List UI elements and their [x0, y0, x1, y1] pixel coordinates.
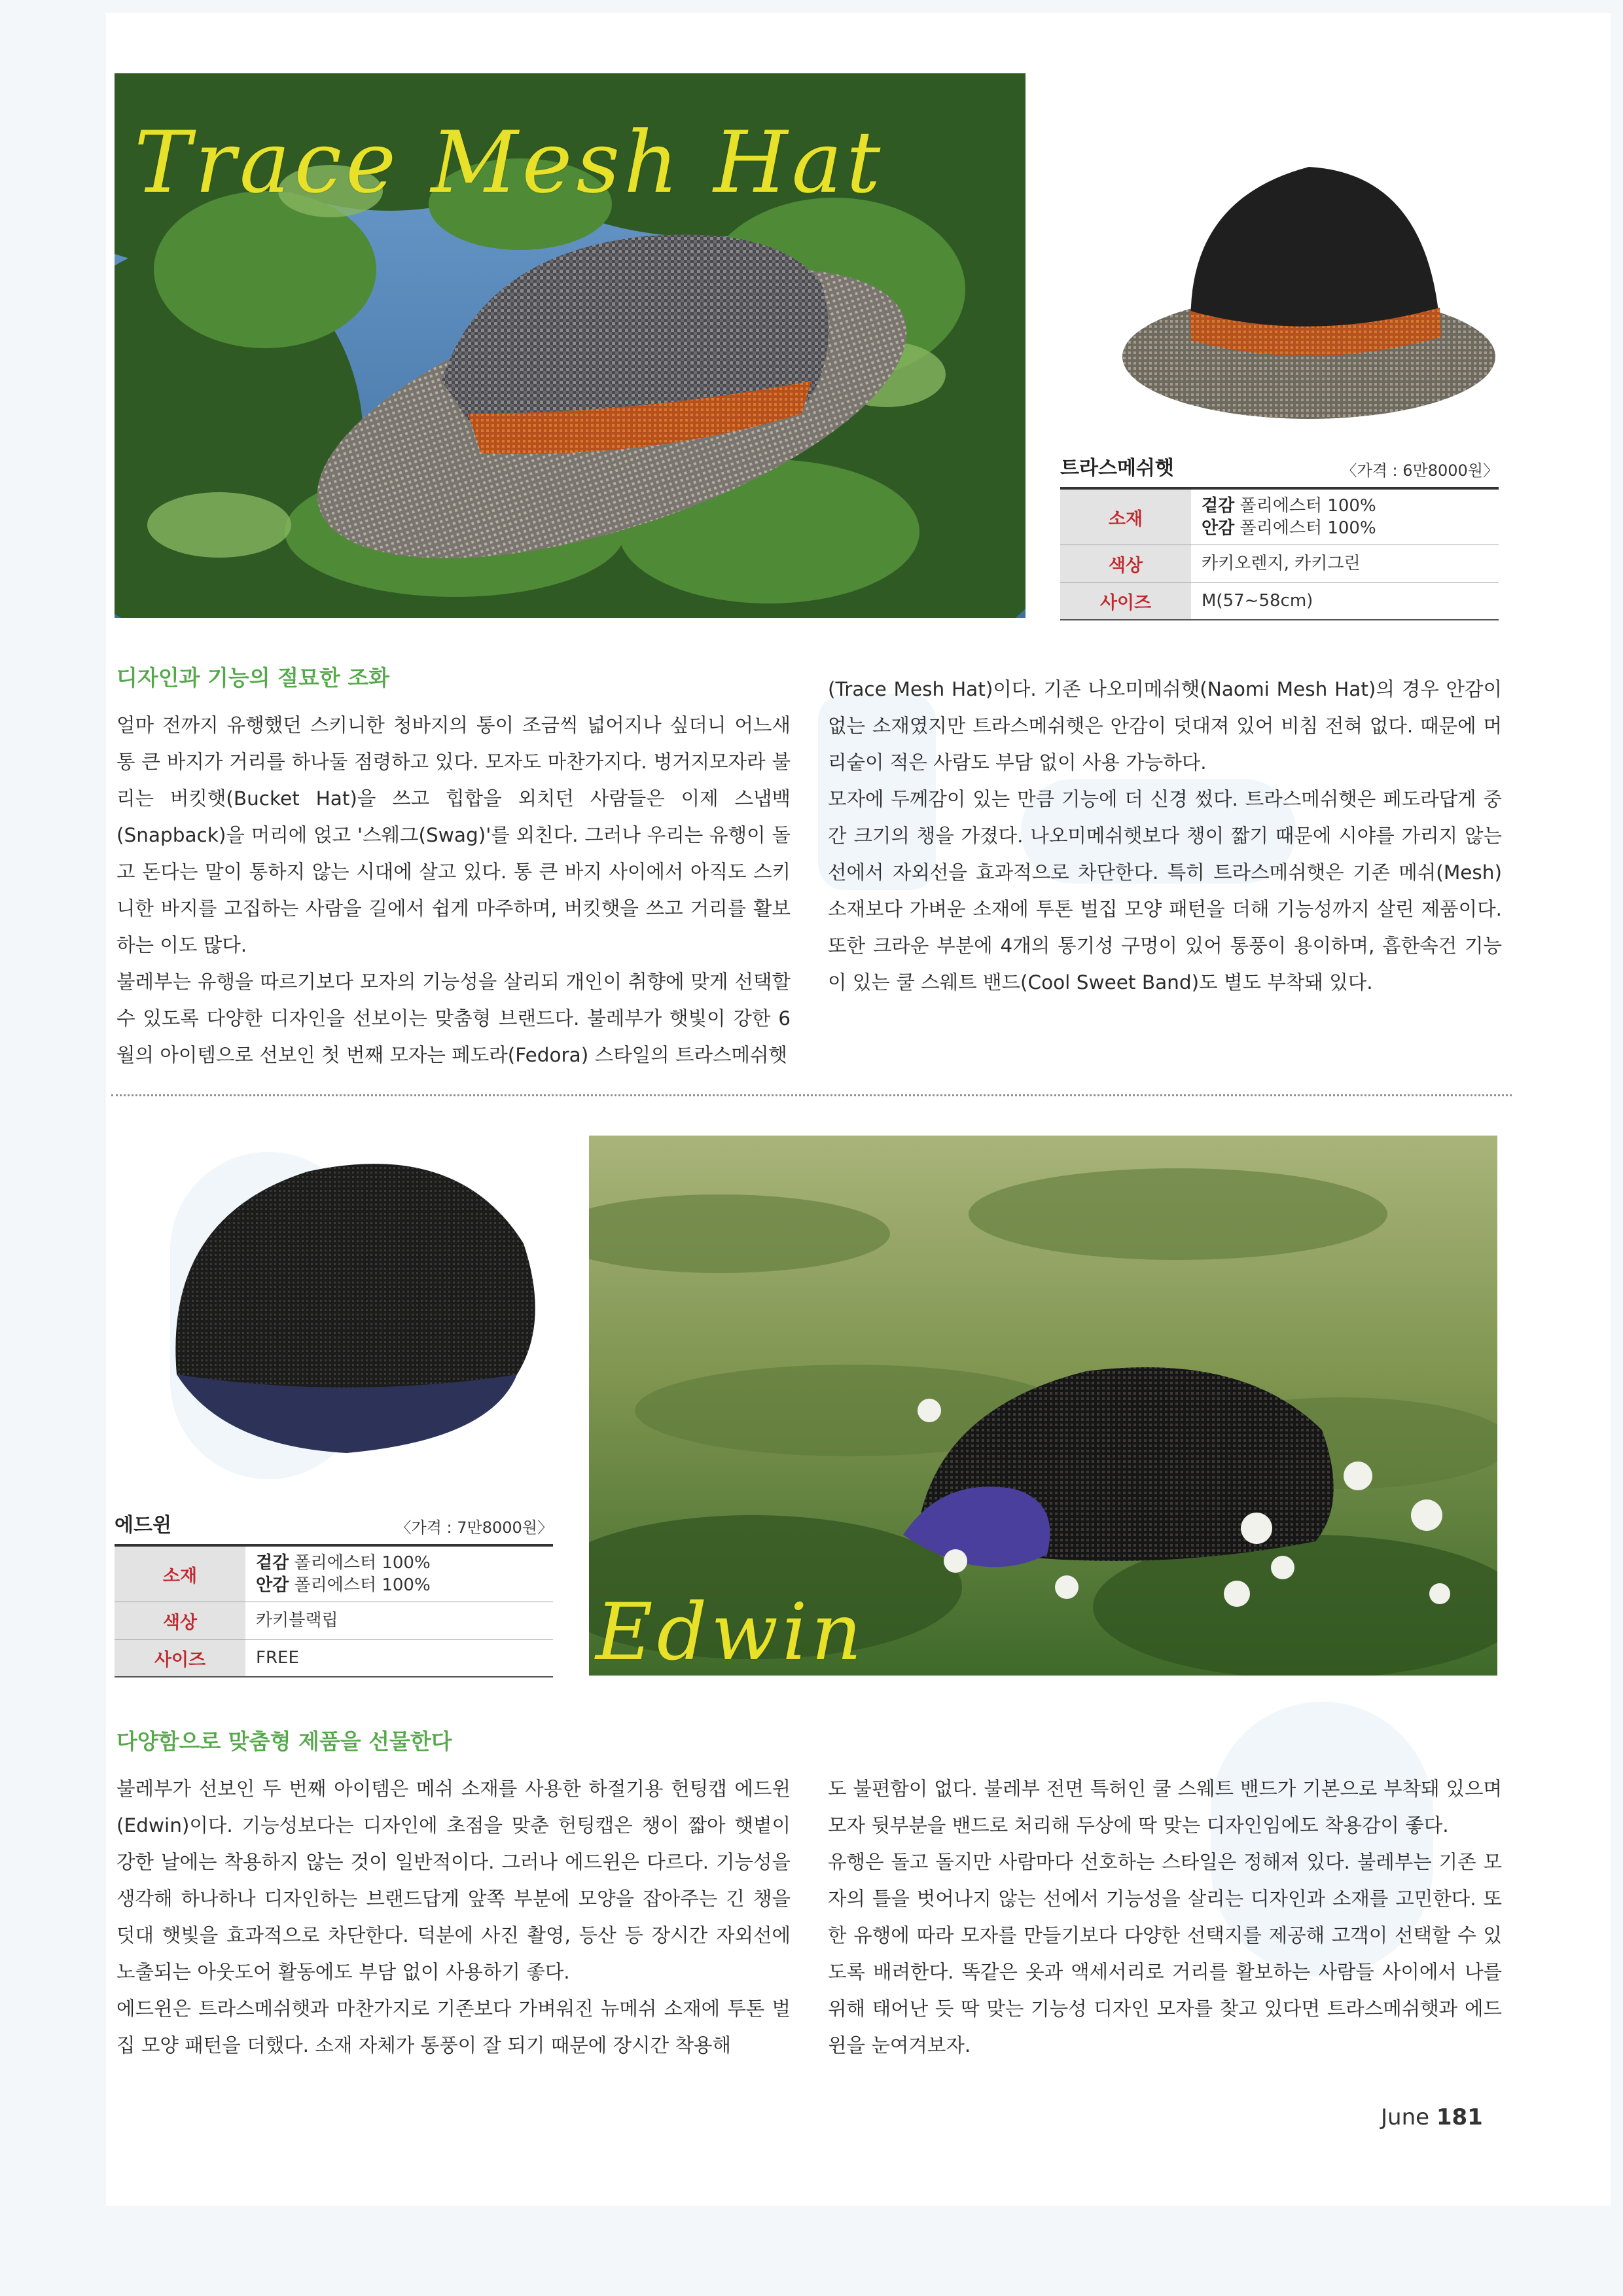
edwin-script-title: Edwin — [596, 1587, 866, 1676]
paragraph: 모자에 두께감이 있는 만큼 기능에 더 신경 썼다. 트라스메쉬햇은 페도라답게 중간 크기의 챙을 가졌다. 나오미메쉬햇보다 챙이 짧기 때문에 시야를 가리지 않는 선에서 자외선을 효과적으로 차단한다. 특히 트라스메쉬햇은 기존 메쉬(Mesh)소재보다 가벼운 소재에 투톤 벌집 모양 패턴을 더해 기능성까지 살린 제품이다. 또한 크라운 부분에 4개의 통기성 구멍이 있어 통풍이 용이하며, 흡한속건 기능이 있는 쿨 스웨트 밴드(Cool Sweet Band)도 별도 부착돼 있다. — [828, 788, 1502, 994]
spec-line — [256, 1552, 543, 1574]
spec-label: 색상 — [1060, 545, 1191, 582]
paragraph: 불레부가 선보인 두 번째 아이템은 메쉬 소재를 사용한 하절기용 헌팅캡 에드윈(Edwin)이다. 기능성보다는 디자인에 초점을 맞춘 헌팅캡은 챙이 짧아 햇볕이 강한 날에는 착용하지 않는 것이 일반적이다. 그러나 에드윈은 다르다. 기능성을 생각해 하나하나 디자인하는 브랜드답게 앞쪽 부분에 모양을 잡아주는 긴 챙을 덧대 햇빛을 효과적으로 차단한다. 덕분에 사진 촬영, 등산 등 장시간 자외선에 노출되는 아웃도어 활동에도 부담 없이 사용하기 좋다. — [116, 1778, 791, 1983]
page-folio — [1381, 2104, 1483, 2130]
spec-row-color — [1060, 545, 1499, 583]
edwin-spec-table — [115, 1509, 553, 1677]
spec-value: FREE — [256, 1648, 299, 1668]
spec-row-size — [115, 1640, 553, 1677]
article-1-right-column — [828, 671, 1502, 1001]
spec-line-key: 겉감 — [256, 1553, 289, 1573]
edwin-photo — [589, 1136, 1497, 1676]
trace-mesh-hat-script-title: Trace Mesh Hat — [134, 113, 885, 212]
paragraph: 에드윈은 트라스메쉬햇과 마찬가지로 기존보다 가벼워진 뉴메쉬 소재에 투톤 벌집 모양 패턴을 더했다. 소재 자체가 통풍이 잘 되기 때문에 장시간 착용해 — [116, 1998, 791, 2056]
section-title-1: 디자인과 기능의 절묘한 조화 — [116, 665, 390, 691]
article-1-left-column — [116, 707, 791, 1073]
spec-label: 소재 — [115, 1547, 245, 1602]
product-name: 에드윈 — [115, 1514, 171, 1537]
spec-line-key: 안감 — [1202, 518, 1235, 538]
spec-line — [1202, 495, 1488, 517]
spec-label: 사이즈 — [1060, 583, 1191, 619]
spec-value: 카키블랙립 — [256, 1611, 338, 1630]
edwin-cutout — [151, 1126, 556, 1492]
paragraph: (Trace Mesh Hat)이다. 기존 나오미메쉬햇(Naomi Mesh Hat)의 경우 안감이 없는 소재였지만 트라스메쉬햇은 안감이 덧대져 있어 비침 전혀 없다. 때문에 머리숱이 적은 사람도 부담 없이 사용 가능하다. — [828, 678, 1502, 774]
edwin-cutout-art — [151, 1126, 556, 1492]
folio-page-number: 181 — [1436, 2104, 1483, 2130]
spec-line-text: 폴리에스터 100% — [289, 1553, 431, 1573]
spec-row-material — [115, 1547, 553, 1602]
section-divider — [111, 1094, 1512, 1096]
folio-month: June — [1381, 2104, 1430, 2130]
trace-mesh-hat-cutout-art — [1113, 147, 1505, 429]
spec-line-key: 겉감 — [1202, 496, 1235, 516]
spec-value: 카키오렌지, 카키그린 — [1202, 554, 1361, 573]
trace-mesh-hat-photo — [115, 73, 1026, 618]
spec-label: 사이즈 — [115, 1640, 245, 1676]
product-name: 트라스메쉬햇 — [1060, 457, 1174, 480]
section-title-2: 다양함으로 맞춤형 제품을 선물한다 — [116, 1729, 452, 1754]
paragraph: 유행은 돌고 돌지만 사람마다 선호하는 스타일은 정해져 있다. 불레부는 기존 모자의 틀을 벗어나지 않는 선에서 기능성을 살리는 디자인과 소재를 고민한다. 또한 유행에 따라 모자를 만들기보다 다양한 선택지를 제공해 고객이 선택할 수 있도록 배려한다. 똑같은 옷과 액세서리로 거리를 활보하는 사람들 사이에서 나를 위해 태어난 듯 딱 맞는 기능성 디자인 모자를 찾고 있다면 트라스메쉬햇과 에드윈을 눈여겨보자. — [828, 1851, 1502, 2056]
spec-row-size — [1060, 583, 1499, 620]
article-2-left-column — [116, 1770, 791, 2064]
spec-row-material — [1060, 490, 1499, 545]
product-price: 〈가격 : 6만8000원〉 — [1341, 461, 1499, 480]
spec-line-text: 폴리에스터 100% — [1234, 518, 1376, 538]
trace-mesh-hat-spec-table — [1060, 452, 1499, 620]
paragraph: 도 불편함이 없다. 불레부 전면 특허인 쿨 스웨트 밴드가 기본으로 부착돼 있으며 모자 뒷부분을 밴드로 처리해 두상에 딱 맞는 디자인임에도 착용감이 좋다. — [828, 1778, 1502, 1837]
trace-mesh-hat-cutout — [1113, 147, 1505, 429]
spec-value — [245, 1547, 553, 1602]
spec-row-color — [115, 1602, 553, 1640]
spec-table-header — [1060, 452, 1499, 490]
spec-value — [1191, 490, 1499, 545]
spec-label: 색상 — [115, 1602, 245, 1639]
spec-value: M(57~58cm) — [1202, 591, 1313, 611]
spec-line-text: 폴리에스터 100% — [1234, 496, 1376, 516]
paragraph: 불레부는 유행을 따르기보다 모자의 기능성을 살리되 개인이 취향에 맞게 선택할 수 있도록 다양한 디자인을 선보이는 맞춤형 브랜드다. 불레부가 햇빛이 강한 6월의 아이템으로 선보인 첫 번째 모자는 페도라(Fedora) 스타일의 트라스메쉬햇 — [116, 971, 791, 1066]
spec-line — [256, 1574, 543, 1596]
article-2-right-column — [828, 1770, 1502, 2064]
spec-line — [1202, 517, 1488, 539]
product-price: 〈가격 : 7만8000원〉 — [395, 1518, 553, 1537]
spec-table-header — [115, 1509, 553, 1547]
paragraph: 얼마 전까지 유행했던 스키니한 청바지의 통이 조금씩 넓어지나 싶더니 어느새 통 큰 바지가 거리를 하나둘 점령하고 있다. 모자도 마찬가지다. 벙거지모자라 불리는 버킷햇(Bucket Hat)을 쓰고 힙합을 외치던 사람들은 이제 스냅백(Snapback)을 머리에 얹고 '스웨그(Swag)'를 외친다. 그러나 우리는 유행이 돌고 돈다는 말이 통하지 않는 시대에 살고 있다. 통 큰 바지 사이에서 아직도 스키니한 바지를 고집하는 사람을 길에서 쉽게 마주하며, 버킷햇을 쓰고 거리를 활보하는 이도 많다. — [116, 714, 791, 956]
spec-line-text: 폴리에스터 100% — [289, 1575, 431, 1595]
spec-line-key: 안감 — [256, 1575, 289, 1595]
spec-label: 소재 — [1060, 490, 1191, 545]
